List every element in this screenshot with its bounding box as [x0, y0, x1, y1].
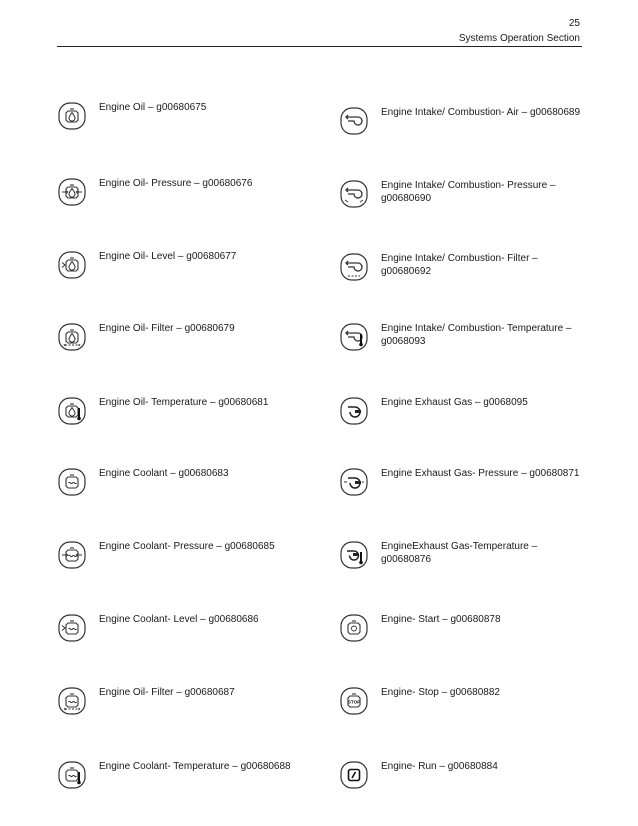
engine-run-icon	[339, 760, 369, 790]
symbol-label: Engine Intake/ Combustion- Filter – g00680692	[381, 253, 538, 277]
symbol-entry	[57, 322, 327, 367]
engine-oil-temperature-icon	[57, 396, 87, 426]
engine-exhaust-temperature-icon	[339, 540, 369, 570]
stop-icon-text: STOP	[347, 699, 361, 705]
symbol-entry	[339, 540, 609, 585]
symbol-entry	[339, 252, 609, 297]
engine-intake-filter-icon	[339, 252, 369, 282]
symbol-label: Engine Coolant- Pressure – g00680685	[99, 541, 275, 552]
symbol-label: Engine- Run – g00680884	[381, 761, 498, 772]
engine-exhaust-pressure-icon	[339, 467, 369, 497]
symbol-label: Engine Coolant- Temperature – g00680688	[99, 761, 291, 772]
symbol-label: Engine Oil- Pressure – g00680676	[99, 178, 253, 189]
engine-exhaust-gas-icon	[339, 396, 369, 426]
symbol-label: Engine Oil- Temperature – g00680681	[99, 397, 269, 408]
symbol-entry	[57, 396, 327, 441]
symbol-entry	[339, 106, 609, 151]
engine-coolant-temperature-icon	[57, 760, 87, 790]
symbol-label: Engine Oil – g00680675	[99, 102, 207, 113]
engine-oil-icon	[57, 101, 87, 131]
symbol-entry	[57, 101, 327, 146]
engine-coolant-icon	[57, 467, 87, 497]
engine-start-icon	[339, 613, 369, 643]
symbol-label: EngineExhaust Gas-Temperature – g00680876	[381, 541, 538, 565]
symbol-label: Engine Exhaust Gas- Pressure – g00680871	[381, 468, 580, 479]
symbol-entry	[339, 613, 609, 658]
section-title: Systems Operation Section	[458, 33, 580, 44]
page-number: 25	[568, 18, 580, 29]
symbol-label: Engine- Stop – g00680882	[381, 687, 500, 698]
engine-intake-pressure-icon	[339, 179, 369, 209]
engine-coolant-filter-icon	[57, 686, 87, 716]
engine-coolant-pressure-icon	[57, 540, 87, 570]
symbol-label: Engine Oil- Filter – g00680679	[99, 323, 235, 334]
symbol-label: Engine Coolant- Level – g00680686	[99, 614, 259, 625]
engine-intake-temperature-icon	[339, 322, 369, 352]
symbol-label: Engine Intake/ Combustion- Temperature – g0068093	[381, 323, 572, 347]
symbol-label: Engine Intake/ Combustion- Air – g00680689	[381, 107, 581, 118]
symbol-entry	[339, 467, 609, 512]
symbol-entry	[57, 467, 327, 512]
symbol-label: Engine Exhaust Gas – g0068095	[381, 397, 528, 408]
symbol-label: Engine Oil- Filter – g00680687	[99, 687, 235, 698]
symbol-entry	[57, 760, 327, 805]
symbol-entry	[339, 179, 609, 224]
symbol-entry	[57, 250, 327, 295]
symbol-label: Engine- Start – g00680878	[381, 614, 501, 625]
engine-intake-air-icon	[339, 106, 369, 136]
symbol-entry	[339, 322, 609, 367]
symbol-entry	[339, 396, 609, 441]
engine-oil-filter-icon	[57, 322, 87, 352]
symbol-entry	[57, 177, 327, 222]
symbol-entry	[339, 760, 609, 805]
symbol-label: Engine Coolant – g00680683	[99, 468, 229, 479]
symbol-entry	[339, 686, 609, 731]
engine-stop-icon	[339, 686, 369, 716]
symbol-entry	[57, 540, 327, 585]
engine-oil-level-icon	[57, 250, 87, 280]
header-divider	[57, 46, 582, 47]
engine-coolant-level-icon	[57, 613, 87, 643]
symbol-entry	[57, 613, 327, 658]
symbol-label: Engine Oil- Level – g00680677	[99, 251, 237, 262]
symbol-entry	[57, 686, 327, 731]
symbol-label: Engine Intake/ Combustion- Pressure – g00680690	[381, 180, 556, 204]
engine-oil-pressure-icon	[57, 177, 87, 207]
